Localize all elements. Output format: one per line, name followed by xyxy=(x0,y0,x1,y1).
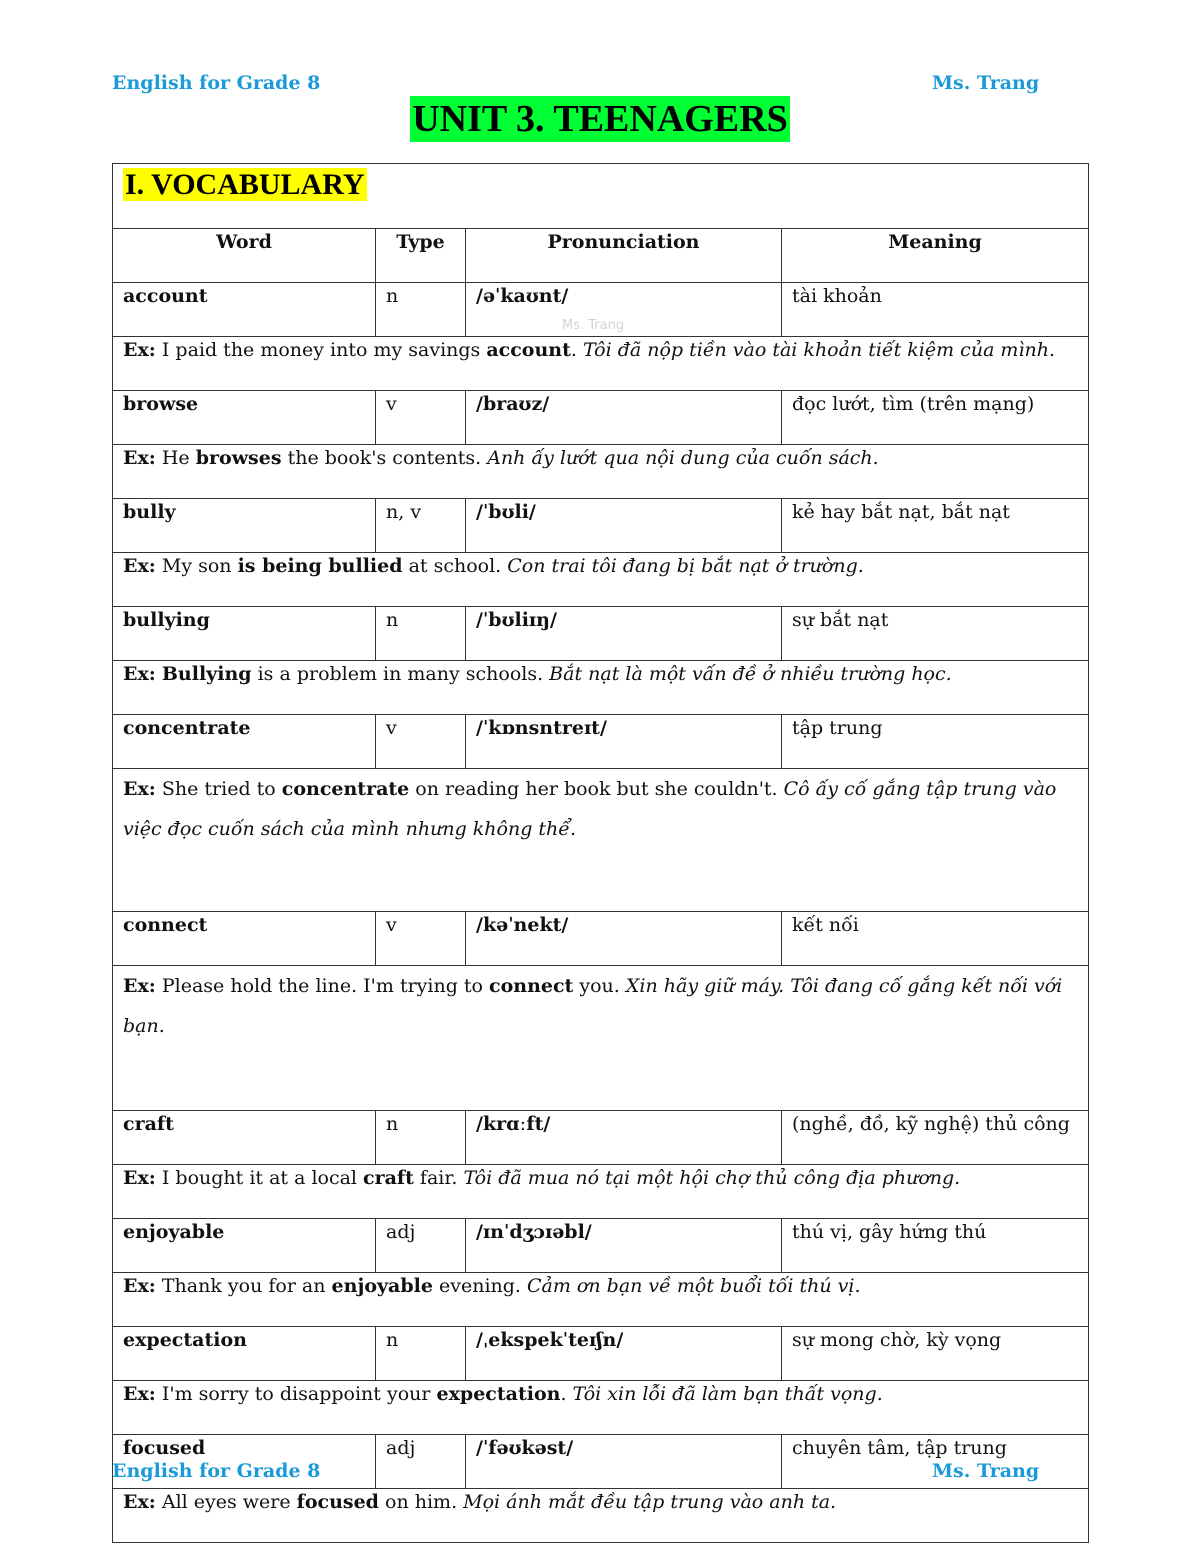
pronunciation-cell: /ˈkɒnsntreɪt/ xyxy=(466,715,782,769)
example-cell xyxy=(113,1489,1089,1543)
type-cell: n xyxy=(376,283,466,337)
example-keyword: expectation xyxy=(436,1383,561,1405)
type-cell: n xyxy=(376,1111,466,1165)
word-row xyxy=(113,715,1089,769)
type-cell: adj xyxy=(376,1435,466,1489)
header-left-text: English for Grade 8 xyxy=(112,72,321,94)
example-label: Ex: xyxy=(123,1383,156,1405)
page-title: UNIT 3. TEENAGERS xyxy=(412,98,788,140)
type-cell: v xyxy=(376,391,466,445)
footer-left-text: English for Grade 8 xyxy=(112,1460,321,1482)
example-cell xyxy=(113,337,1089,391)
example-label: Ex: xyxy=(123,447,156,469)
section-heading: I. VOCABULARY xyxy=(125,168,365,201)
example-row xyxy=(113,553,1089,607)
word-row xyxy=(113,912,1089,966)
example-row xyxy=(113,661,1089,715)
word-row xyxy=(113,391,1089,445)
meaning-cell: (nghề, đồ, kỹ nghệ) thủ công xyxy=(782,1111,1089,1165)
example-text: is a problem in many schools. xyxy=(251,663,550,685)
example-text: . xyxy=(570,339,583,361)
example-label: Ex: xyxy=(123,663,156,685)
example-label: Ex: xyxy=(123,778,156,800)
word-cell: bully xyxy=(113,499,376,553)
word-row xyxy=(113,283,1089,337)
type-cell: adj xyxy=(376,1219,466,1273)
meaning-cell: tài khoản xyxy=(782,283,1089,337)
example-keyword: is being bullied xyxy=(237,555,403,577)
word-row xyxy=(113,607,1089,661)
word-cell: connect xyxy=(113,912,376,966)
example-text: on reading her book but she couldn't. xyxy=(409,778,784,800)
meaning-cell: kẻ hay bắt nạt, bắt nạt xyxy=(782,499,1089,553)
pronunciation-cell: /ɪnˈdʒɔɪəbl/ xyxy=(466,1219,782,1273)
example-text: Please hold the line. I'm trying to xyxy=(155,975,490,997)
column-header-meaning: Meaning xyxy=(782,229,1089,283)
example-cell xyxy=(113,445,1089,499)
example-row xyxy=(113,1273,1089,1327)
word-cell: account xyxy=(113,283,376,337)
example-text: on him. xyxy=(378,1491,464,1513)
example-label: Ex: xyxy=(123,555,156,577)
example-text: Thank you for an xyxy=(155,1275,332,1297)
type-cell: v xyxy=(376,715,466,769)
example-translation: Mọi ánh mắt đều tập trung vào anh ta. xyxy=(463,1491,837,1513)
example-text: I'm sorry to disappoint your xyxy=(155,1383,437,1405)
example-cell xyxy=(113,966,1089,1111)
example-text: at school. xyxy=(402,555,508,577)
meaning-cell: sự mong chờ, kỳ vọng xyxy=(782,1327,1089,1381)
example-translation: Tôi đã mua nó tại một hội chợ thủ công địa phương. xyxy=(463,1167,961,1189)
pronunciation-cell: /krɑːft/ xyxy=(466,1111,782,1165)
example-row xyxy=(113,337,1089,391)
example-translation: Tôi xin lỗi đã làm bạn thất vọng. xyxy=(572,1383,883,1405)
word-cell: expectation xyxy=(113,1327,376,1381)
word-cell: craft xyxy=(113,1111,376,1165)
pronunciation-cell: /ˈbʊliɪŋ/ xyxy=(466,607,782,661)
watermark: Ms. Trang xyxy=(562,318,625,333)
example-cell xyxy=(113,1273,1089,1327)
section-row xyxy=(113,164,1089,229)
example-cell xyxy=(113,1381,1089,1435)
example-text: I bought it at a local xyxy=(155,1167,364,1189)
example-text: My son xyxy=(155,555,238,577)
example-keyword: account xyxy=(486,339,571,361)
example-text: All eyes were xyxy=(155,1491,297,1513)
example-translation: Tôi đã nộp tiền vào tài khoản tiết kiệm của mình. xyxy=(582,339,1056,361)
header-right-text: Ms. Trang xyxy=(932,72,1040,94)
example-keyword: connect xyxy=(489,975,574,997)
word-cell: enjoyable xyxy=(113,1219,376,1273)
meaning-cell: đọc lướt, tìm (trên mạng) xyxy=(782,391,1089,445)
type-cell: n xyxy=(376,1327,466,1381)
example-keyword: Bullying xyxy=(161,663,252,685)
section-cell xyxy=(113,164,1089,229)
type-cell: v xyxy=(376,912,466,966)
example-text: I paid the money into my savings xyxy=(155,339,487,361)
pronunciation-cell: /ˈbʊli/ xyxy=(466,499,782,553)
example-translation: Con trai tôi đang bị bắt nạt ở trường. xyxy=(507,555,864,577)
pronunciation-cell: /braʊz/ xyxy=(466,391,782,445)
footer-right-text: Ms. Trang xyxy=(932,1460,1040,1482)
example-translation: Cô ấy cố gắng tập trung vào việc đọc cuốn sách của mình nhưng không thể. xyxy=(123,778,1057,840)
title-container xyxy=(0,96,1200,142)
meaning-cell: chuyên tâm, tập trung xyxy=(782,1435,1089,1489)
column-header-pronunciation: Pronunciation xyxy=(466,229,782,283)
word-cell: bullying xyxy=(113,607,376,661)
example-translation: Cảm ơn bạn về một buổi tối thú vị. xyxy=(527,1275,861,1297)
word-row xyxy=(113,1327,1089,1381)
example-keyword: browses xyxy=(195,447,282,469)
word-cell: concentrate xyxy=(113,715,376,769)
example-label: Ex: xyxy=(123,1275,156,1297)
example-text: . xyxy=(560,1383,573,1405)
example-text: He xyxy=(155,447,196,469)
pronunciation-cell: /əˈkaʊnt/ xyxy=(466,283,782,337)
example-text: She tried to xyxy=(155,778,282,800)
example-cell xyxy=(113,553,1089,607)
example-row xyxy=(113,769,1089,912)
example-label: Ex: xyxy=(123,1167,156,1189)
word-row xyxy=(113,1111,1089,1165)
meaning-cell: kết nối xyxy=(782,912,1089,966)
example-cell xyxy=(113,1165,1089,1219)
example-label: Ex: xyxy=(123,339,156,361)
example-cell xyxy=(113,769,1089,912)
example-row xyxy=(113,1165,1089,1219)
example-label: Ex: xyxy=(123,975,156,997)
word-cell: browse xyxy=(113,391,376,445)
pronunciation-cell: /kəˈnekt/ xyxy=(466,912,782,966)
example-keyword: concentrate xyxy=(281,778,410,800)
example-label: Ex: xyxy=(123,1491,156,1513)
example-text: evening. xyxy=(432,1275,528,1297)
example-cell xyxy=(113,661,1089,715)
meaning-cell: thú vị, gây hứng thú xyxy=(782,1219,1089,1273)
word-cell: focused xyxy=(113,1435,376,1489)
example-text: the book's contents. xyxy=(281,447,488,469)
example-text: fair. xyxy=(413,1167,464,1189)
meaning-cell: sự bắt nạt xyxy=(782,607,1089,661)
word-row xyxy=(113,1219,1089,1273)
example-translation: Anh ấy lướt qua nội dung của cuốn sách. xyxy=(487,447,879,469)
header-row xyxy=(113,229,1089,283)
example-translation: Bắt nạt là một vấn đề ở nhiều trường học. xyxy=(549,663,952,685)
word-row xyxy=(113,499,1089,553)
meaning-cell: tập trung xyxy=(782,715,1089,769)
example-translation: Xin hãy giữ máy. Tôi đang cố gắng kết nối với bạn. xyxy=(123,975,1063,1037)
pronunciation-cell: /ˈfəʊkəst/ xyxy=(466,1435,782,1489)
example-text: you. xyxy=(573,975,626,997)
example-row xyxy=(113,1381,1089,1435)
example-keyword: enjoyable xyxy=(331,1275,433,1297)
type-cell: n, v xyxy=(376,499,466,553)
column-header-word: Word xyxy=(113,229,376,283)
pronunciation-cell: /ˌekspekˈteɪʃn/ xyxy=(466,1327,782,1381)
example-keyword: craft xyxy=(363,1167,414,1189)
example-row xyxy=(113,445,1089,499)
example-row xyxy=(113,966,1089,1111)
type-cell: n xyxy=(376,607,466,661)
example-row xyxy=(113,1489,1089,1543)
example-keyword: focused xyxy=(296,1491,379,1513)
column-header-type: Type xyxy=(376,229,466,283)
vocabulary-table xyxy=(112,163,1089,1543)
